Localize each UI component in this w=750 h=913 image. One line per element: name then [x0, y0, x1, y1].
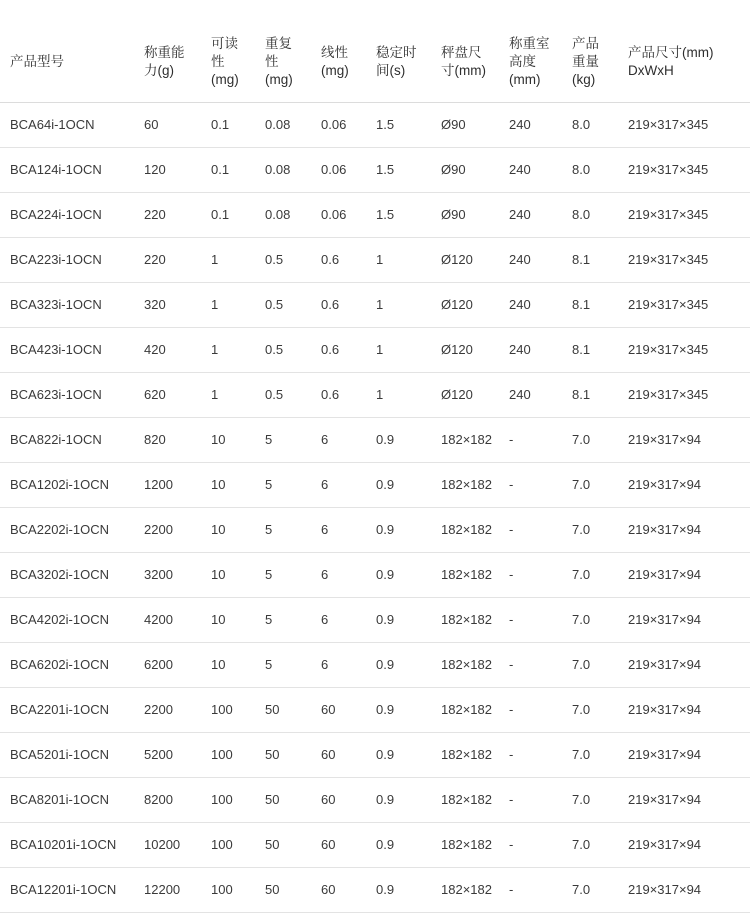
cell-chamber-height: - — [499, 868, 562, 913]
cell-repeatability: 0.5 — [255, 373, 311, 418]
cell-dimensions: 219×317×345 — [618, 328, 750, 373]
cell-model: BCA8201i-1OCN — [0, 778, 134, 823]
cell-weight: 8.0 — [562, 193, 618, 238]
table-row — [0, 373, 750, 418]
cell-weight: 7.0 — [562, 688, 618, 733]
cell-linearity: 6 — [311, 508, 366, 553]
cell-dimensions: 219×317×345 — [618, 193, 750, 238]
cell-capacity: 2200 — [134, 508, 201, 553]
column-header-weight: 产品重量(kg) — [562, 22, 618, 103]
cell-linearity: 6 — [311, 553, 366, 598]
cell-chamber-height: - — [499, 553, 562, 598]
cell-linearity: 60 — [311, 823, 366, 868]
cell-chamber-height: 240 — [499, 193, 562, 238]
table-header — [0, 22, 750, 103]
column-header-readability: 可读性(mg) — [201, 22, 255, 103]
cell-pan-size: Ø120 — [431, 328, 499, 373]
cell-stabilization-time: 1.5 — [366, 103, 431, 148]
cell-chamber-height: - — [499, 778, 562, 823]
cell-chamber-height: 240 — [499, 148, 562, 193]
table-row — [0, 508, 750, 553]
cell-repeatability: 0.5 — [255, 283, 311, 328]
cell-chamber-height: - — [499, 733, 562, 778]
cell-readability: 100 — [201, 778, 255, 823]
cell-dimensions: 219×317×94 — [618, 508, 750, 553]
cell-weight: 8.0 — [562, 103, 618, 148]
cell-chamber-height: - — [499, 688, 562, 733]
cell-capacity: 820 — [134, 418, 201, 463]
cell-dimensions: 219×317×94 — [618, 823, 750, 868]
cell-model: BCA4202i-1OCN — [0, 598, 134, 643]
cell-capacity: 2200 — [134, 688, 201, 733]
cell-capacity: 1200 — [134, 463, 201, 508]
table-row — [0, 688, 750, 733]
column-header-capacity: 称重能力(g) — [134, 22, 201, 103]
cell-repeatability: 5 — [255, 508, 311, 553]
cell-model: BCA3202i-1OCN — [0, 553, 134, 598]
cell-weight: 8.1 — [562, 238, 618, 283]
cell-repeatability: 0.08 — [255, 193, 311, 238]
table-row — [0, 463, 750, 508]
cell-weight: 7.0 — [562, 733, 618, 778]
cell-dimensions: 219×317×345 — [618, 283, 750, 328]
cell-stabilization-time: 0.9 — [366, 688, 431, 733]
cell-linearity: 60 — [311, 868, 366, 913]
cell-chamber-height: 240 — [499, 238, 562, 283]
cell-pan-size: 182×182 — [431, 733, 499, 778]
cell-model: BCA124i-1OCN — [0, 148, 134, 193]
cell-readability: 10 — [201, 598, 255, 643]
cell-stabilization-time: 0.9 — [366, 733, 431, 778]
cell-pan-size: Ø90 — [431, 103, 499, 148]
cell-stabilization-time: 0.9 — [366, 553, 431, 598]
cell-stabilization-time: 1 — [366, 328, 431, 373]
cell-stabilization-time: 1 — [366, 283, 431, 328]
cell-pan-size: 182×182 — [431, 643, 499, 688]
cell-linearity: 0.6 — [311, 238, 366, 283]
cell-weight: 8.1 — [562, 373, 618, 418]
cell-repeatability: 5 — [255, 463, 311, 508]
cell-pan-size: 182×182 — [431, 823, 499, 868]
cell-weight: 7.0 — [562, 823, 618, 868]
column-header-model: 产品型号 — [0, 22, 134, 103]
cell-pan-size: 182×182 — [431, 553, 499, 598]
cell-model: BCA5201i-1OCN — [0, 733, 134, 778]
cell-stabilization-time: 1 — [366, 238, 431, 283]
cell-model: BCA623i-1OCN — [0, 373, 134, 418]
cell-readability: 100 — [201, 823, 255, 868]
table-row — [0, 553, 750, 598]
cell-model: BCA2201i-1OCN — [0, 688, 134, 733]
cell-chamber-height: 240 — [499, 283, 562, 328]
cell-dimensions: 219×317×94 — [618, 778, 750, 823]
cell-pan-size: 182×182 — [431, 418, 499, 463]
cell-repeatability: 5 — [255, 643, 311, 688]
table-row — [0, 733, 750, 778]
cell-readability: 0.1 — [201, 103, 255, 148]
cell-repeatability: 0.08 — [255, 103, 311, 148]
cell-model: BCA12201i-1OCN — [0, 868, 134, 913]
cell-stabilization-time: 1.5 — [366, 193, 431, 238]
cell-repeatability: 50 — [255, 823, 311, 868]
cell-model: BCA224i-1OCN — [0, 193, 134, 238]
cell-dimensions: 219×317×345 — [618, 103, 750, 148]
cell-model: BCA423i-1OCN — [0, 328, 134, 373]
cell-capacity: 320 — [134, 283, 201, 328]
cell-readability: 10 — [201, 553, 255, 598]
cell-dimensions: 219×317×94 — [618, 868, 750, 913]
cell-dimensions: 219×317×94 — [618, 643, 750, 688]
cell-capacity: 220 — [134, 238, 201, 283]
cell-capacity: 12200 — [134, 868, 201, 913]
cell-repeatability: 0.5 — [255, 238, 311, 283]
cell-weight: 7.0 — [562, 868, 618, 913]
table-row — [0, 868, 750, 913]
cell-pan-size: Ø90 — [431, 193, 499, 238]
cell-readability: 10 — [201, 508, 255, 553]
cell-chamber-height: - — [499, 418, 562, 463]
cell-capacity: 6200 — [134, 643, 201, 688]
column-header-dimensions: 产品尺寸(mm) DxWxH — [618, 22, 750, 103]
cell-linearity: 6 — [311, 418, 366, 463]
cell-stabilization-time: 1 — [366, 373, 431, 418]
cell-model: BCA64i-1OCN — [0, 103, 134, 148]
cell-dimensions: 219×317×94 — [618, 733, 750, 778]
cell-weight: 7.0 — [562, 643, 618, 688]
cell-readability: 0.1 — [201, 193, 255, 238]
cell-dimensions: 219×317×94 — [618, 598, 750, 643]
cell-dimensions: 219×317×94 — [618, 463, 750, 508]
table-row — [0, 778, 750, 823]
cell-capacity: 60 — [134, 103, 201, 148]
cell-model: BCA1202i-1OCN — [0, 463, 134, 508]
cell-repeatability: 5 — [255, 598, 311, 643]
cell-linearity: 6 — [311, 463, 366, 508]
cell-repeatability: 5 — [255, 418, 311, 463]
column-header-repeatability: 重复性(mg) — [255, 22, 311, 103]
cell-capacity: 220 — [134, 193, 201, 238]
cell-linearity: 60 — [311, 778, 366, 823]
table-row — [0, 193, 750, 238]
cell-stabilization-time: 0.9 — [366, 463, 431, 508]
cell-dimensions: 219×317×94 — [618, 553, 750, 598]
cell-model: BCA2202i-1OCN — [0, 508, 134, 553]
cell-chamber-height: 240 — [499, 373, 562, 418]
cell-pan-size: 182×182 — [431, 688, 499, 733]
cell-readability: 10 — [201, 418, 255, 463]
cell-weight: 7.0 — [562, 598, 618, 643]
cell-stabilization-time: 0.9 — [366, 598, 431, 643]
table-row — [0, 328, 750, 373]
cell-weight: 8.1 — [562, 328, 618, 373]
cell-chamber-height: 240 — [499, 328, 562, 373]
table-row — [0, 283, 750, 328]
cell-capacity: 3200 — [134, 553, 201, 598]
cell-stabilization-time: 0.9 — [366, 823, 431, 868]
cell-readability: 1 — [201, 373, 255, 418]
cell-capacity: 8200 — [134, 778, 201, 823]
cell-linearity: 60 — [311, 733, 366, 778]
cell-chamber-height: - — [499, 508, 562, 553]
cell-model: BCA10201i-1OCN — [0, 823, 134, 868]
table-row — [0, 598, 750, 643]
cell-stabilization-time: 0.9 — [366, 778, 431, 823]
column-header-stabilization-time: 稳定时间(s) — [366, 22, 431, 103]
cell-stabilization-time: 0.9 — [366, 868, 431, 913]
cell-readability: 100 — [201, 688, 255, 733]
cell-readability: 0.1 — [201, 148, 255, 193]
cell-pan-size: Ø120 — [431, 373, 499, 418]
cell-linearity: 0.06 — [311, 193, 366, 238]
cell-weight: 7.0 — [562, 553, 618, 598]
column-header-chamber-height: 称重室高度(mm) — [499, 22, 562, 103]
cell-linearity: 0.6 — [311, 373, 366, 418]
cell-capacity: 10200 — [134, 823, 201, 868]
cell-pan-size: 182×182 — [431, 598, 499, 643]
cell-dimensions: 219×317×345 — [618, 373, 750, 418]
table-row — [0, 418, 750, 463]
table-header-row — [0, 22, 750, 103]
cell-pan-size: 182×182 — [431, 868, 499, 913]
table-row — [0, 148, 750, 193]
cell-linearity: 6 — [311, 598, 366, 643]
cell-pan-size: 182×182 — [431, 778, 499, 823]
cell-weight: 7.0 — [562, 463, 618, 508]
table-row — [0, 823, 750, 868]
cell-chamber-height: - — [499, 643, 562, 688]
cell-weight: 7.0 — [562, 418, 618, 463]
table-body — [0, 103, 750, 913]
cell-weight: 8.0 — [562, 148, 618, 193]
cell-model: BCA6202i-1OCN — [0, 643, 134, 688]
cell-dimensions: 219×317×345 — [618, 238, 750, 283]
cell-model: BCA822i-1OCN — [0, 418, 134, 463]
cell-readability: 10 — [201, 643, 255, 688]
cell-pan-size: Ø90 — [431, 148, 499, 193]
cell-model: BCA223i-1OCN — [0, 238, 134, 283]
cell-capacity: 4200 — [134, 598, 201, 643]
cell-capacity: 5200 — [134, 733, 201, 778]
cell-linearity: 0.06 — [311, 148, 366, 193]
cell-readability: 10 — [201, 463, 255, 508]
cell-dimensions: 219×317×345 — [618, 148, 750, 193]
product-spec-table — [0, 22, 750, 913]
cell-pan-size: 182×182 — [431, 508, 499, 553]
cell-stabilization-time: 1.5 — [366, 148, 431, 193]
cell-stabilization-time: 0.9 — [366, 418, 431, 463]
cell-pan-size: Ø120 — [431, 283, 499, 328]
cell-linearity: 0.6 — [311, 328, 366, 373]
cell-capacity: 120 — [134, 148, 201, 193]
cell-readability: 100 — [201, 868, 255, 913]
cell-linearity: 6 — [311, 643, 366, 688]
cell-readability: 1 — [201, 238, 255, 283]
cell-repeatability: 50 — [255, 868, 311, 913]
cell-linearity: 0.6 — [311, 283, 366, 328]
cell-weight: 7.0 — [562, 778, 618, 823]
cell-readability: 1 — [201, 328, 255, 373]
cell-repeatability: 5 — [255, 553, 311, 598]
cell-stabilization-time: 0.9 — [366, 643, 431, 688]
cell-model: BCA323i-1OCN — [0, 283, 134, 328]
table-row — [0, 238, 750, 283]
cell-linearity: 60 — [311, 688, 366, 733]
cell-repeatability: 50 — [255, 778, 311, 823]
cell-readability: 1 — [201, 283, 255, 328]
cell-capacity: 420 — [134, 328, 201, 373]
cell-linearity: 0.06 — [311, 103, 366, 148]
cell-chamber-height: 240 — [499, 103, 562, 148]
top-spacer — [0, 0, 750, 22]
cell-capacity: 620 — [134, 373, 201, 418]
cell-repeatability: 50 — [255, 733, 311, 778]
cell-stabilization-time: 0.9 — [366, 508, 431, 553]
cell-dimensions: 219×317×94 — [618, 418, 750, 463]
cell-repeatability: 0.5 — [255, 328, 311, 373]
cell-repeatability: 0.08 — [255, 148, 311, 193]
table-row — [0, 103, 750, 148]
table-row — [0, 643, 750, 688]
cell-chamber-height: - — [499, 598, 562, 643]
column-header-pan-size: 秤盘尺寸(mm) — [431, 22, 499, 103]
cell-readability: 100 — [201, 733, 255, 778]
cell-repeatability: 50 — [255, 688, 311, 733]
column-header-linearity: 线性(mg) — [311, 22, 366, 103]
cell-pan-size: 182×182 — [431, 463, 499, 508]
cell-chamber-height: - — [499, 463, 562, 508]
cell-dimensions: 219×317×94 — [618, 688, 750, 733]
cell-pan-size: Ø120 — [431, 238, 499, 283]
cell-weight: 7.0 — [562, 508, 618, 553]
cell-weight: 8.1 — [562, 283, 618, 328]
cell-chamber-height: - — [499, 823, 562, 868]
